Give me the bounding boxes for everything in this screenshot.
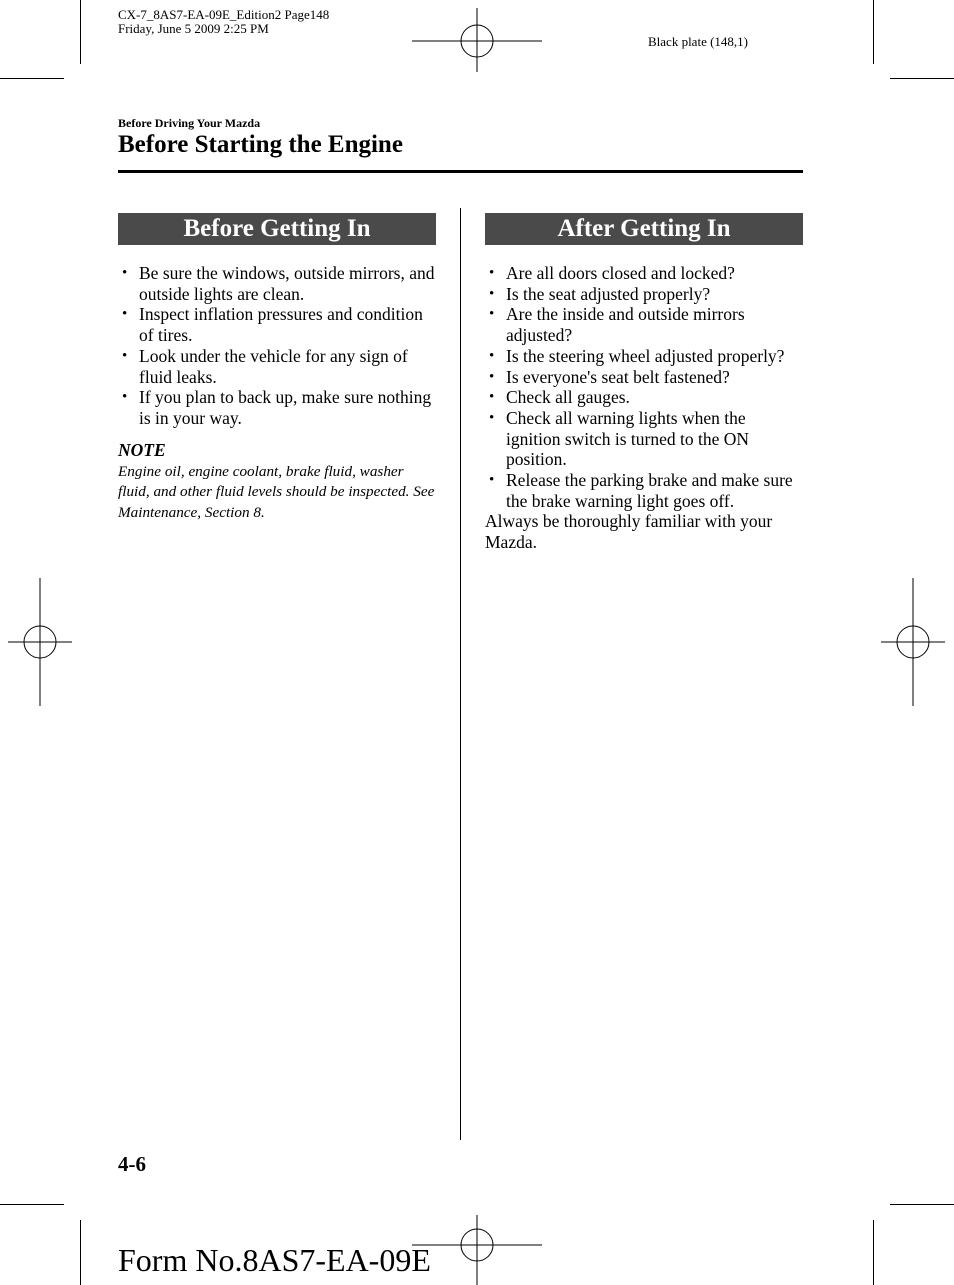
list-item: • Are the inside and outside mirrors adjusted?: [489, 304, 745, 346]
note-text: Engine oil, engine coolant, brake fluid, washer fluid, and other fluid levels should be inspected. See Maintenance, Section 8.: [118, 462, 435, 521]
left-column-heading: Before Getting In: [118, 213, 436, 245]
list-item: • Is the steering wheel adjusted properly?: [489, 345, 785, 366]
bullet-icon: •: [122, 389, 128, 406]
list-item: • Look under the vehicle for any sign of fluid leaks.: [122, 345, 408, 387]
crop-mark-top-left-v: [80, 0, 81, 64]
print-date-line: Friday, June 5 2009 2:25 PM: [118, 21, 269, 36]
crop-mark-top-right-v: [873, 0, 874, 64]
crop-mark-bottom-left-v: [80, 1220, 81, 1285]
bullet-icon: •: [489, 409, 495, 426]
title-rule: [118, 170, 803, 173]
right-column-heading: After Getting In: [485, 213, 803, 245]
left-checklist: [118, 263, 436, 429]
crop-mark-top-left-h: [0, 78, 64, 79]
form-number: Form No.8AS7-EA-09E: [118, 1242, 431, 1278]
list-item: • Be sure the windows, outside mirrors, and outside lights are clean.: [122, 263, 435, 304]
crop-mark-bottom-right-v: [873, 1220, 874, 1285]
page-title: Before Starting the Engine: [118, 131, 403, 158]
left-column: [118, 213, 436, 523]
crop-mark-bottom-left-h: [0, 1204, 64, 1205]
list-item: • Release the parking brake and make sure the brake warning light goes off.: [489, 470, 793, 511]
column-divider: [460, 208, 461, 1140]
list-item: • Check all warning lights when the ignition switch is turned to the ON position.: [489, 407, 750, 470]
print-plate: Black plate (148,1): [648, 34, 748, 49]
bullet-icon: •: [122, 306, 128, 323]
bullet-icon: •: [489, 285, 495, 302]
bullet-icon: •: [489, 306, 495, 323]
bullet-icon: •: [122, 265, 128, 281]
list-item: • If you plan to back up, make sure nothing is in your way.: [122, 387, 432, 428]
bullet-icon: •: [489, 368, 495, 385]
list-item: • Are all doors closed and locked?: [489, 263, 735, 283]
section-label: Before Driving Your Mazda: [118, 116, 261, 130]
right-column: [485, 213, 803, 553]
closing-text: Always be thoroughly familiar with your Mazda.: [485, 511, 773, 553]
print-file-line: CX-7_8AS7-EA-09E_Edition2 Page148: [118, 7, 330, 22]
list-item: • Inspect inflation pressures and condition of tires.: [122, 304, 423, 346]
bullet-icon: •: [489, 347, 495, 364]
bullet-icon: •: [489, 472, 495, 489]
note-heading: NOTE: [118, 439, 166, 460]
bullet-icon: •: [122, 347, 128, 364]
registration-mark-left-icon: [8, 578, 72, 706]
bullet-icon: •: [489, 265, 495, 281]
crop-mark-bottom-right-h: [890, 1204, 954, 1205]
registration-mark-right-icon: [881, 578, 945, 706]
page-number: 4-6: [118, 1152, 146, 1176]
right-checklist: [485, 263, 803, 511]
list-item: • Check all gauges.: [489, 387, 630, 408]
registration-mark-top-icon: [412, 8, 542, 72]
crop-mark-top-right-h: [890, 78, 954, 79]
list-item: • Is everyone's seat belt fastened?: [489, 366, 730, 387]
registration-mark-bottom-icon: [412, 1215, 542, 1285]
list-item: • Is the seat adjusted properly?: [489, 283, 711, 304]
bullet-icon: •: [489, 389, 495, 406]
